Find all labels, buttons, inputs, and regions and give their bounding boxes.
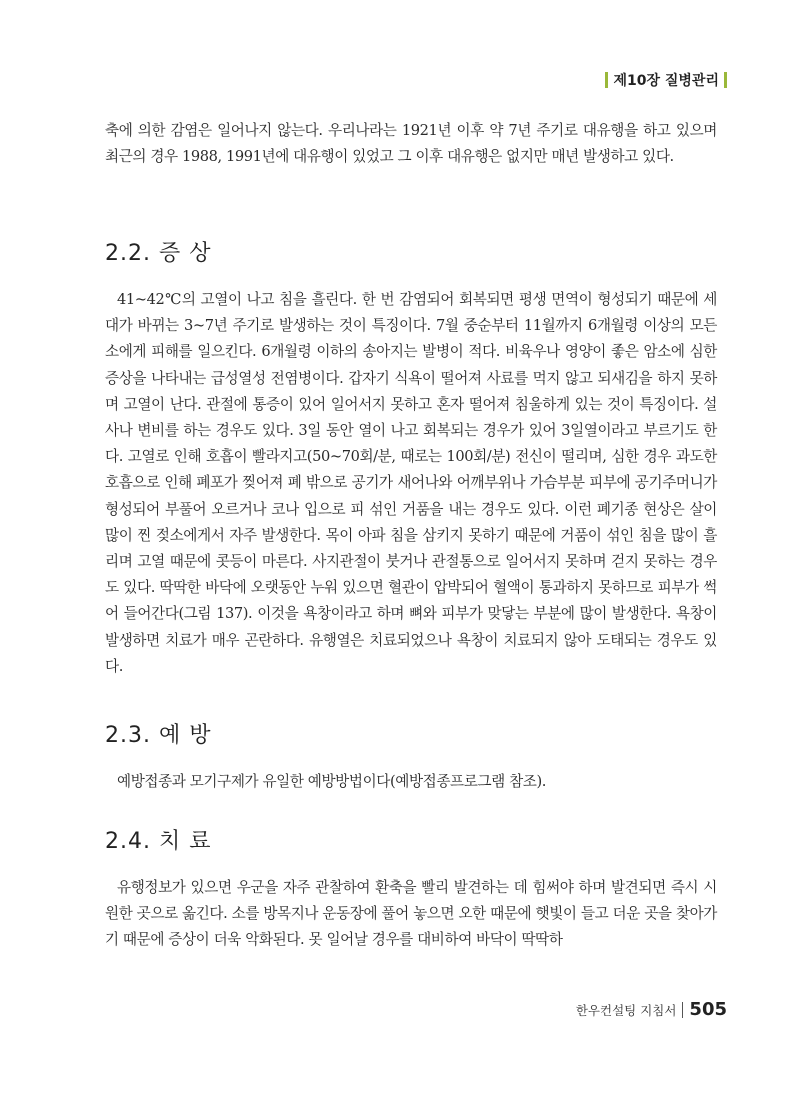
symptoms-paragraph: 41~42℃의 고열이 나고 침을 흘린다. 한 번 감염되어 회복되면 평생 면역이 형성되기 때문에 세대가 바뀌는 3~7년 주기로 발생하는 것이 특징이다. 7월 중순부터 11월까지 6개월령 이상의 모든 소에게 피해를 일으킨다. 6개월령 이하의 송아지는 발병이 적다. 비육우나 영양이 좋은 암소에 심한 증상을 나타내는 급성열성 전염병이다. 갑자기 식욕이 떨어져 사료를 먹지 않고 되새김을 하지 못하며 고열이 난다. 관절에 통증이 있어 일어서지 못하고 혼자 떨어져 침울하게 있는 것이 특징이다. 설사나 변비를 하는 경우도 있다. 3일 동안 열이 나고 회복되는 경우가 있어 3일열이라고 부르기도 한다. 고열로 인해 호흡이 빨라지고(50~70회/분, 때로는 100회/분) 전신이 떨리며, 심한 경우 과도한 호흡으로 인해 폐포가 찢어져 폐 밖으로 공기가 새어나와 어깨부위나 가슴부분 피부에 공기주머니가 형성되어 부풀어 오르거나 코나 입으로 피 섞인 거품을 내는 경우도 있다. 이런 폐기종 현상은 살이 많이 찐 젖소에게서 자주 발생한다. 목이 아파 침을 삼키지 못하기 때문에 거품이 섞인 침을 많이 흘리며 고열 때문에 콧등이 마른다. 사지관절이 붓거나 관절통으로 일어서지 못하며 걷지 못하는 경우도 있다. 딱딱한 바닥에 오랫동안 누워 있으면 혈관이 압박되어 혈액이 통과하지 못하므로 피부가 썩어 들어간다(그림 137). 이것을 욕창이라고 하며 뼈와 피부가 맞닿는 부분에 많이 발생한다. 욕창이 발생하면 치료가 매우 곤란하다. 유행열은 치료되었으나 욕창이 치료되지 않아 도태되는 경우도 있다.: [105, 291, 717, 675]
page-footer: [576, 999, 727, 1020]
section-heading-treatment: 2.4. 치 료: [105, 829, 212, 854]
page-number: 505: [689, 999, 727, 1020]
header-bracket-left: [605, 72, 608, 88]
intro-paragraph: 축에 의한 감염은 일어나지 않는다. 우리나라는 1921년 이후 약 7년 주기로 대유행을 하고 있으며 최근의 경우 1988, 1991년에 대유행이 있었고 그 이후 대유행은 없지만 매년 발생하고 있다.: [105, 122, 717, 166]
chapter-title: 제10장 질병관리: [613, 73, 719, 89]
section-heading-prevention: 2.3. 예 방: [105, 723, 212, 748]
prevention-paragraph: 예방접종과 모기구제가 유일한 예방방법이다(예방접종프로그램 참조).: [117, 773, 547, 790]
section-heading-symptoms: 2.2. 증 상: [105, 241, 212, 266]
chapter-header: [605, 70, 727, 90]
treatment-paragraph: 유행정보가 있으면 우군을 자주 관찰하여 환축을 빨리 발견하는 데 힘써야 하며 발견되면 즉시 시원한 곳으로 옮긴다. 소를 방목지나 운동장에 풀어 놓으면 오한 때문에 햇빛이 들고 더운 곳을 찾아가기 때문에 증상이 더욱 악화된다. 못 일어날 경우를 대비하여 바닥이 딱딱하: [105, 879, 717, 949]
footer-divider: [682, 1002, 683, 1018]
header-bracket-right: [724, 72, 727, 88]
book-title: 한우컨설팅 지침서: [575, 1002, 677, 1018]
